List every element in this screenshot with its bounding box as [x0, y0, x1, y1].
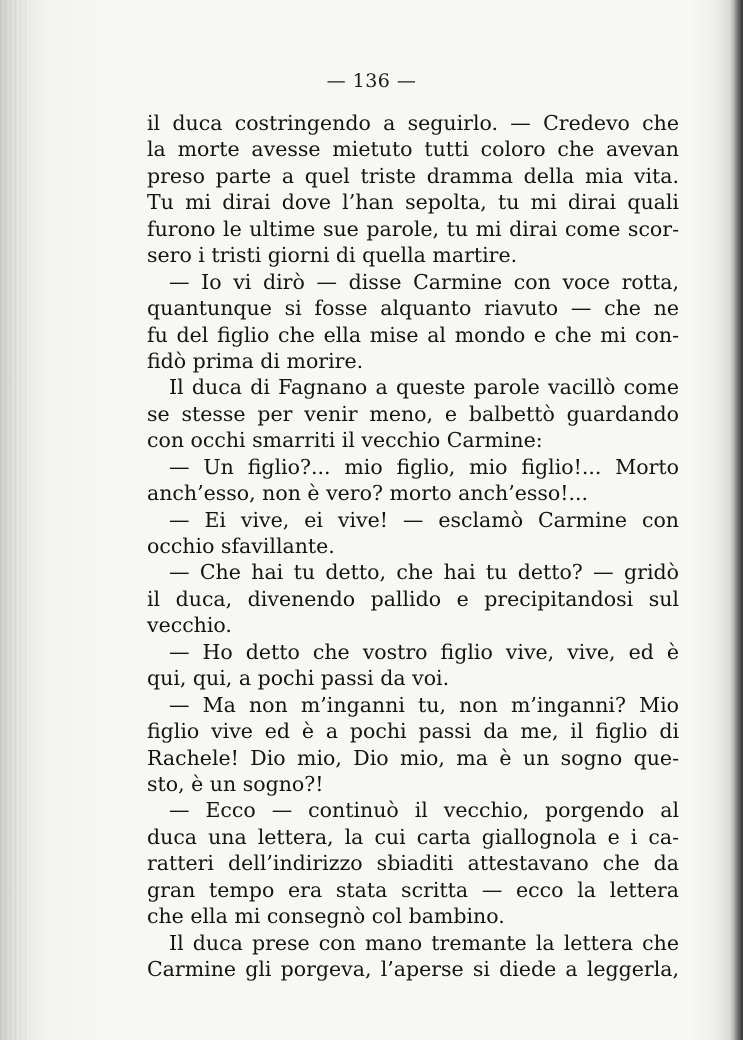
text-line: occhio sfavillante.	[147, 534, 335, 558]
text-line: preso parte a quel triste dramma della mia vita.	[147, 163, 679, 188]
text-line: Tu mi dirai dove l’han sepolta, tu mi dirai quali	[147, 190, 679, 215]
page-number: — 136 —	[326, 70, 417, 92]
text-line: furono le ultime sue parole, tu mi dirai come scor-	[147, 216, 679, 241]
text-line: Rachele! Dio mio, Dio mio, ma è un sogno que-	[147, 745, 679, 770]
text-line: duca una lettera, la cui carta giallognola e i ca-	[147, 824, 679, 849]
text-line: il duca costringendo a seguirlo. — Credevo che	[147, 111, 679, 135]
text-line: fu del figlio che ella mise al mondo e che mi con-	[147, 322, 679, 347]
text-line: — Un figlio?... mio figlio, mio figlio!... Morto	[169, 454, 679, 479]
text-line: qui, qui, a pochi passi da voi.	[147, 666, 450, 691]
text-line: sero i tristi giorni di quella martire.	[147, 243, 518, 268]
text-line: con occhi smarriti il vecchio Carmine:	[147, 428, 543, 453]
page-binding-edge	[0, 0, 30, 1040]
text-line: se stesse per venir meno, e balbettò guardando	[147, 401, 679, 426]
text-line: Il duca prese con mano tremante la lettera che	[169, 930, 679, 955]
body-text	[147, 110, 679, 982]
text-line: la morte avesse mietuto tutti coloro che avevan	[147, 137, 679, 162]
text-line: — Ma non m’inganni tu, non m’inganni? Mio	[169, 692, 679, 717]
text-line: vecchio.	[147, 613, 232, 638]
text-line: — Che hai tu detto, che hai tu detto? — gridò	[169, 560, 679, 585]
text-line: il duca, divenendo pallido e precipitandosi sul	[147, 586, 679, 611]
text-line: che ella mi consegnò col bambino.	[147, 904, 505, 929]
text-line: — Io vi dirò — disse Carmine con voce rotta,	[169, 269, 679, 294]
text-line: — Ecco — continuò il vecchio, porgendo al	[169, 798, 679, 823]
text-line: Carmine gli porgeva, l’aperse si diede a leggerla,	[147, 957, 679, 981]
text-line: anch’esso, non è vero? morto anch’esso!...	[147, 481, 589, 506]
text-line: sto, è un sogno?!	[147, 771, 324, 796]
text-line: quantunque si fosse alquanto riavuto — che ne	[147, 296, 679, 321]
text-line: — Ho detto che vostro figlio vive, vive, ed è	[169, 639, 679, 664]
text-line: — Ei vive, ei vive! — esclamò Carmine con	[169, 507, 679, 532]
text-line: ratteri dell’indirizzo sbiaditi attestavano che da	[147, 851, 679, 876]
text-line: gran tempo era stata scritta — ecco la lettera	[147, 877, 679, 902]
page-right-edge	[735, 0, 743, 1040]
text-line: fidò prima di morire.	[147, 348, 364, 373]
text-line: figlio vive ed è a pochi passi da me, il figlio di	[147, 719, 679, 744]
text-line: Il duca di Fagnano a queste parole vacillò come	[169, 375, 679, 400]
